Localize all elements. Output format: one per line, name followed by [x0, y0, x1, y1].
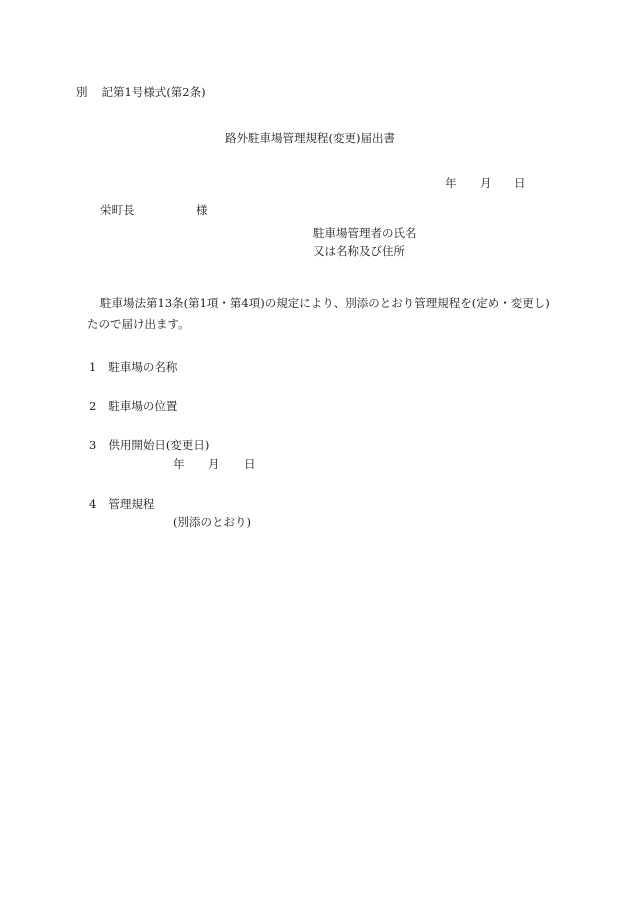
item-label: 駐車場の位置 [108, 399, 178, 413]
item-label: 供用開始日(変更日) [108, 438, 210, 452]
applicant-address-label: 又は名称及び住所 [313, 244, 405, 258]
form-reference-text: 記第1号様式(第2条) [101, 85, 206, 99]
item-3 [89, 440, 209, 452]
form-reference [76, 87, 206, 99]
date-year-label: 年 [445, 176, 457, 190]
addressee-honorific: 様 [196, 203, 208, 217]
date-day-label: 日 [514, 176, 526, 190]
item-3-date-month: 月 [208, 457, 220, 471]
item-number: 4 [89, 497, 97, 511]
document-title: 路外駐車場管理規程(変更)届出書 [225, 131, 395, 145]
item-label: 管理規程 [108, 497, 155, 511]
item-3-date-year: 年 [173, 457, 185, 471]
item-4-note: (別添のとおり) [173, 515, 251, 529]
item-4 [89, 499, 154, 511]
item-number: 1 [89, 360, 97, 374]
body-text-line-2: たので届け出ます。 [87, 317, 190, 331]
item-number: 3 [89, 438, 97, 452]
applicant-name-label: 駐車場管理者の氏名 [313, 226, 417, 240]
date-month-label: 月 [480, 176, 492, 190]
item-2 [89, 401, 177, 413]
item-number: 2 [89, 399, 97, 413]
body-text-line-1: 駐車場法第13条(第1項・第4項)の規定により、別添のとおり管理規程を(定め・変更し) [100, 296, 550, 310]
item-label: 駐車場の名称 [108, 360, 178, 374]
item-3-date-day: 日 [244, 457, 256, 471]
form-reference-prefix: 別 [76, 85, 88, 99]
item-1 [89, 362, 177, 374]
addressee-name: 栄町長 [100, 203, 135, 217]
